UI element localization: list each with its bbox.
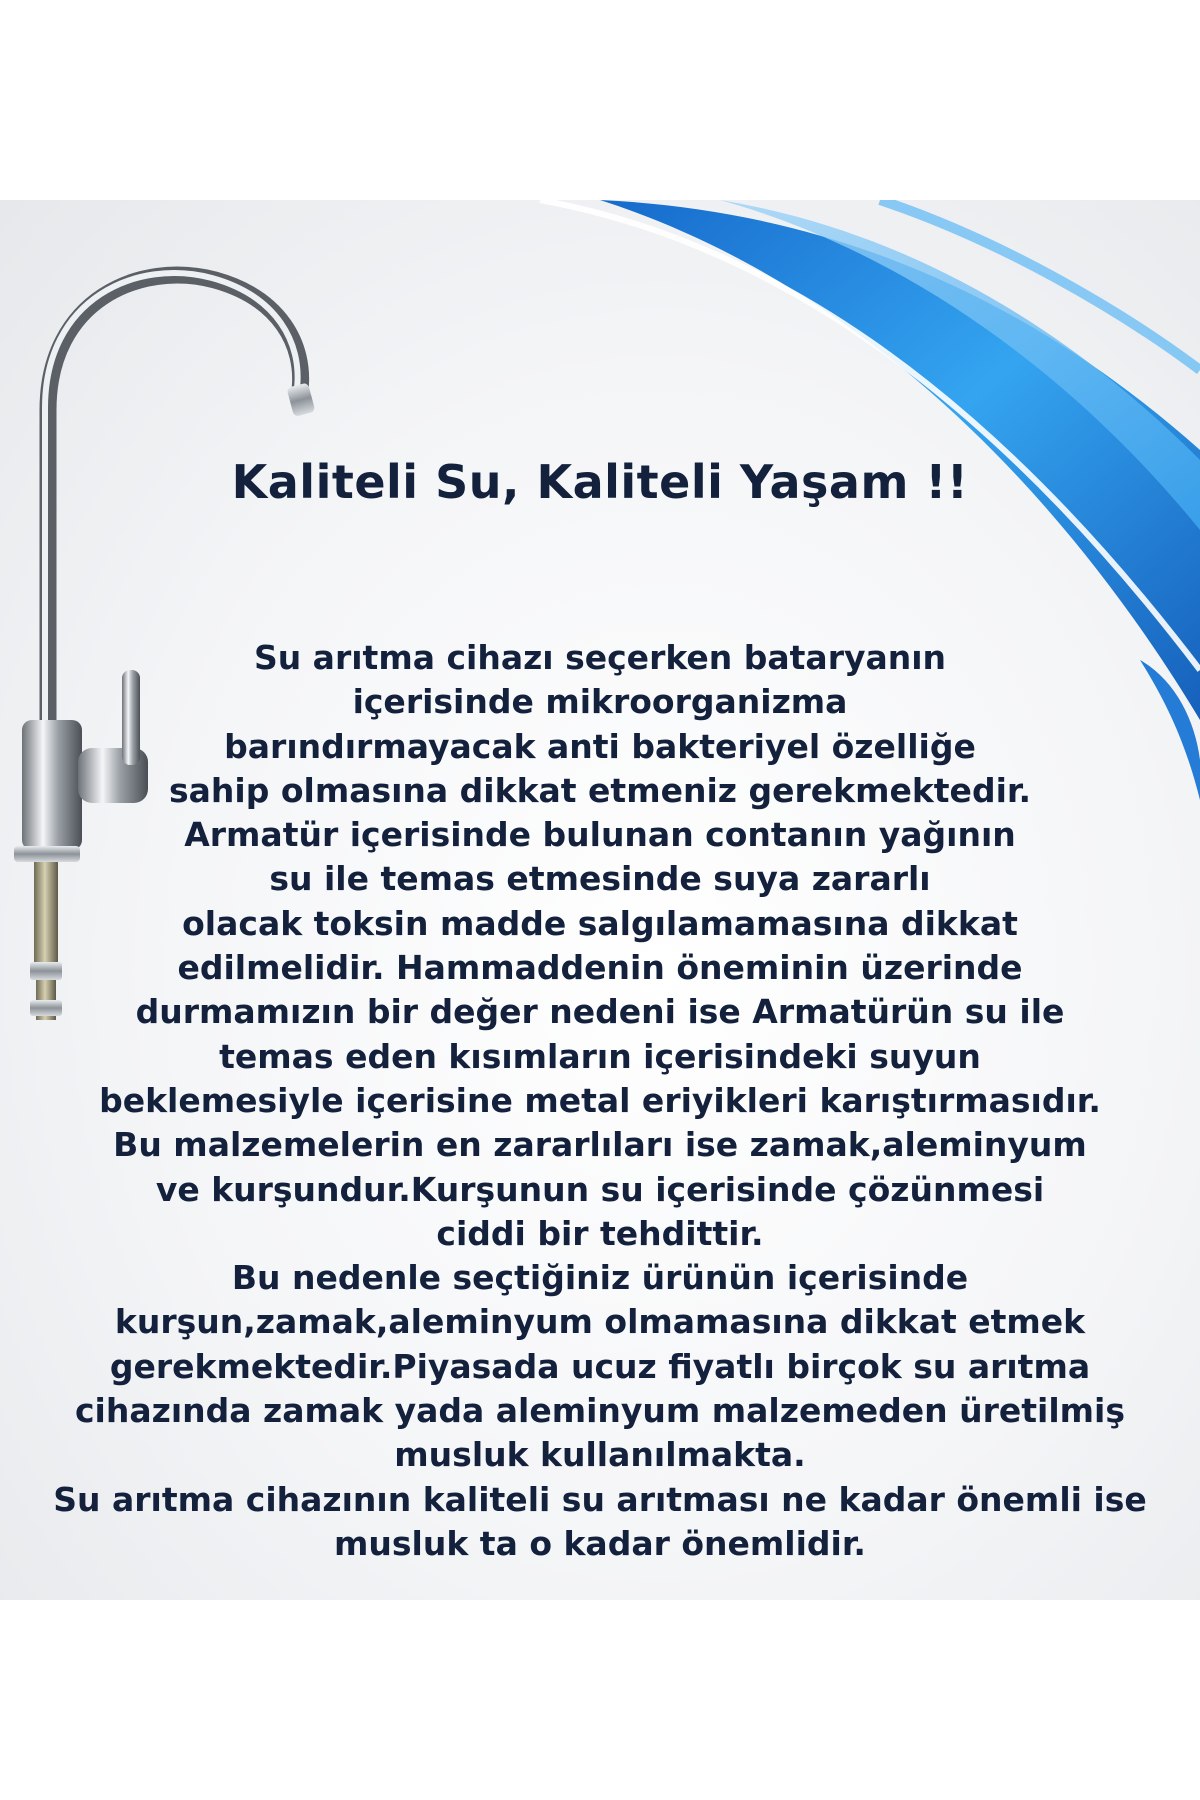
text-line: su ile temas etmesinde suya zararlı (269, 859, 931, 899)
text-line: durmamızın bir değer nedeni ise Armatürün su ile (135, 992, 1065, 1032)
text-line: Bu nedenle seçtiğiniz ürünün içerisinde (231, 1258, 969, 1298)
text-line: beklemesiyle içerisine metal eriyikleri karıştırmasıdır. (99, 1080, 1101, 1120)
text-line: Su arıtma cihazı seçerken bataryanın (253, 638, 947, 677)
body-paragraph (30, 636, 1170, 1566)
text-line: Armatür içerisinde bulunan contanın yağının (184, 815, 1016, 855)
text-line: gerekmektedir.Piyasada ucuz fiyatlı birçok su arıtma (109, 1346, 1091, 1386)
text-line: cihazında zamak yada aleminyum malzemeden üretilmiş (75, 1391, 1125, 1431)
text-line: musluk kullanılmakta. (394, 1435, 806, 1475)
text-line: musluk ta o kadar önemlidir. (334, 1523, 866, 1563)
text-line: kurşun,zamak,aleminyum olmamasına dikkat etmek (114, 1302, 1086, 1342)
text-line: barındırmayacak anti bakteriyel özelliğe (224, 726, 976, 766)
text-line: olacak toksin madde salgılamamasına dikkat (182, 903, 1018, 943)
text-line: Bu malzemelerin en zararlıları ise zamak,aleminyum (113, 1125, 1087, 1165)
text-line: edilmelidir. Hammaddenin öneminin üzerinde (177, 948, 1023, 988)
page-title: Kaliteli Su, Kaliteli Yaşam !! (231, 455, 969, 509)
text-line: ciddi bir tehdittir. (436, 1213, 764, 1253)
text-line: ve kurşundur.Kurşunun su içerisinde çözünmesi (155, 1169, 1045, 1209)
text-line: içerisinde mikroorganizma (352, 682, 848, 722)
text-line: Su arıtma cihazının kaliteli su arıtması ne kadar önemli ise (53, 1479, 1147, 1519)
content-panel (0, 200, 1200, 1600)
text-line: temas eden kısımların içerisindeki suyun (219, 1036, 981, 1076)
text-line: sahip olmasına dikkat etmeniz gerekmektedir. (169, 770, 1031, 810)
